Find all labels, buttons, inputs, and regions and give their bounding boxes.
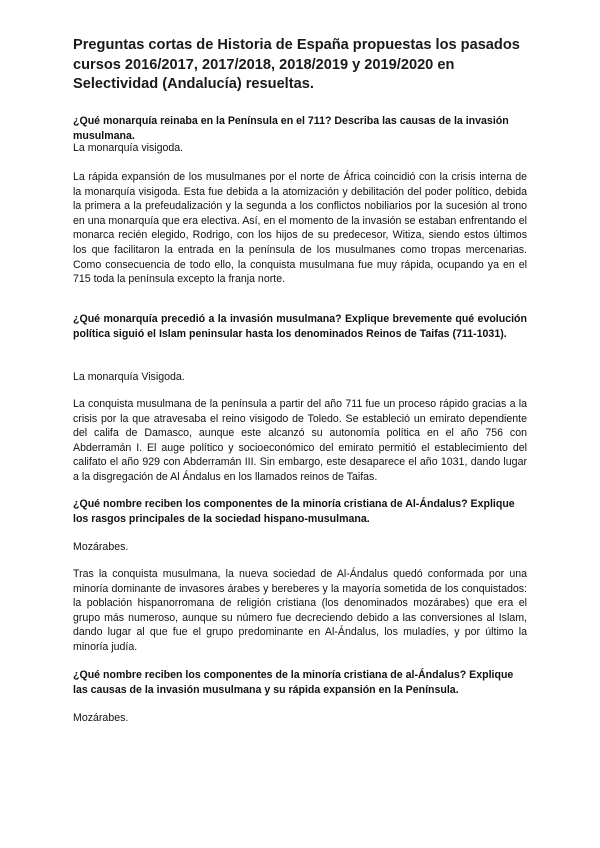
- short-answer-1: La monarquía visigoda.: [73, 142, 184, 154]
- question-2: ¿Qué monarquía precedió a la invasión musulmana? Explique brevemente qué evolución política siguió el Islam peninsular hasta los denominados Reinos de Taifas (711-1031).: [73, 313, 527, 340]
- short-answer-2: La monarquía Visigoda.: [73, 371, 185, 383]
- document-title: Preguntas cortas de Historia de España propuestas los pasados cursos 2016/2017, 2017/2018, 2018/2019 y 2019/2020 en Selectividad (Andalucía) resueltas.: [73, 37, 520, 93]
- short-answer-4: Mozárabes.: [73, 712, 129, 724]
- question-3: ¿Qué nombre reciben los componentes de la minoría cristiana de Al-Ándalus? Explique los rasgos principales de la sociedad hispano-musulmana.: [73, 498, 515, 525]
- answer-paragraph-1: La rápida expansión de los musulmanes por el norte de África coincidió con la crisis interna de la monarquía visigoda. Esta fue debida a la atomización y debilitación del poder político, debida la primera a la prefeudalización y la segunda a los conflictos nobiliarios por la sucesión al trono en una monarquía que era electiva. Así, en el momento de la invasión se estaban enfrentando el monarca recién elegido, Rodrigo, con los hijos de su predecesor, Witiza, siendo estos últimos los que facilitaron la entrada en la península de los musulmanes como tropas mercenarias. Como consecuencia de todo ello, la conquista musulmana fue muy rápida, ocupando ya en el 715 toda la península excepto la franja norte.: [73, 171, 527, 286]
- question-4: ¿Qué nombre reciben los componentes de la minoría cristiana de al-Ándalus? Explique las causas de la invasión musulmana y su rápida expansión en la Península.: [73, 669, 514, 696]
- short-answer-3: Mozárabes.: [73, 541, 129, 553]
- answer-paragraph-3: Tras la conquista musulmana, la nueva sociedad de Al-Ándalus quedó conformada por una minoría dominante de invasores árabes y bereberes y la mayoría sometida de los conquistados: la población hispanorromana de religión cristiana (los denominados mozárabes) que era el grupo más numeroso, aunque su número fue decreciendo debido a las conversiones al Islam, dando lugar al que fue el grupo predominante en Al-Ándalus, los muladíes, y por último la minoría judía.: [73, 568, 527, 653]
- question-1: ¿Qué monarquía reinaba en la Península en el 711? Describa las causas de la invasión musulmana.: [73, 115, 509, 142]
- answer-paragraph-2: La conquista musulmana de la península a partir del año 711 fue un proceso rápido gracias a la crisis por la que atravesaba el reino visigodo de Toledo. Se estableció un emirato dependiente del califa de Damasco, aunque este alcanzó su autonomía política en el año 756 con Abderramán I. El auge político y socioeconómico del emirato permitió el establecimiento del califato el año 929 con Abderramán III. Sin embargo, este desaparece el año 1031, dando lugar a la disgregación de Al Ándalus en los llamados reinos de Taifas.: [73, 398, 527, 483]
